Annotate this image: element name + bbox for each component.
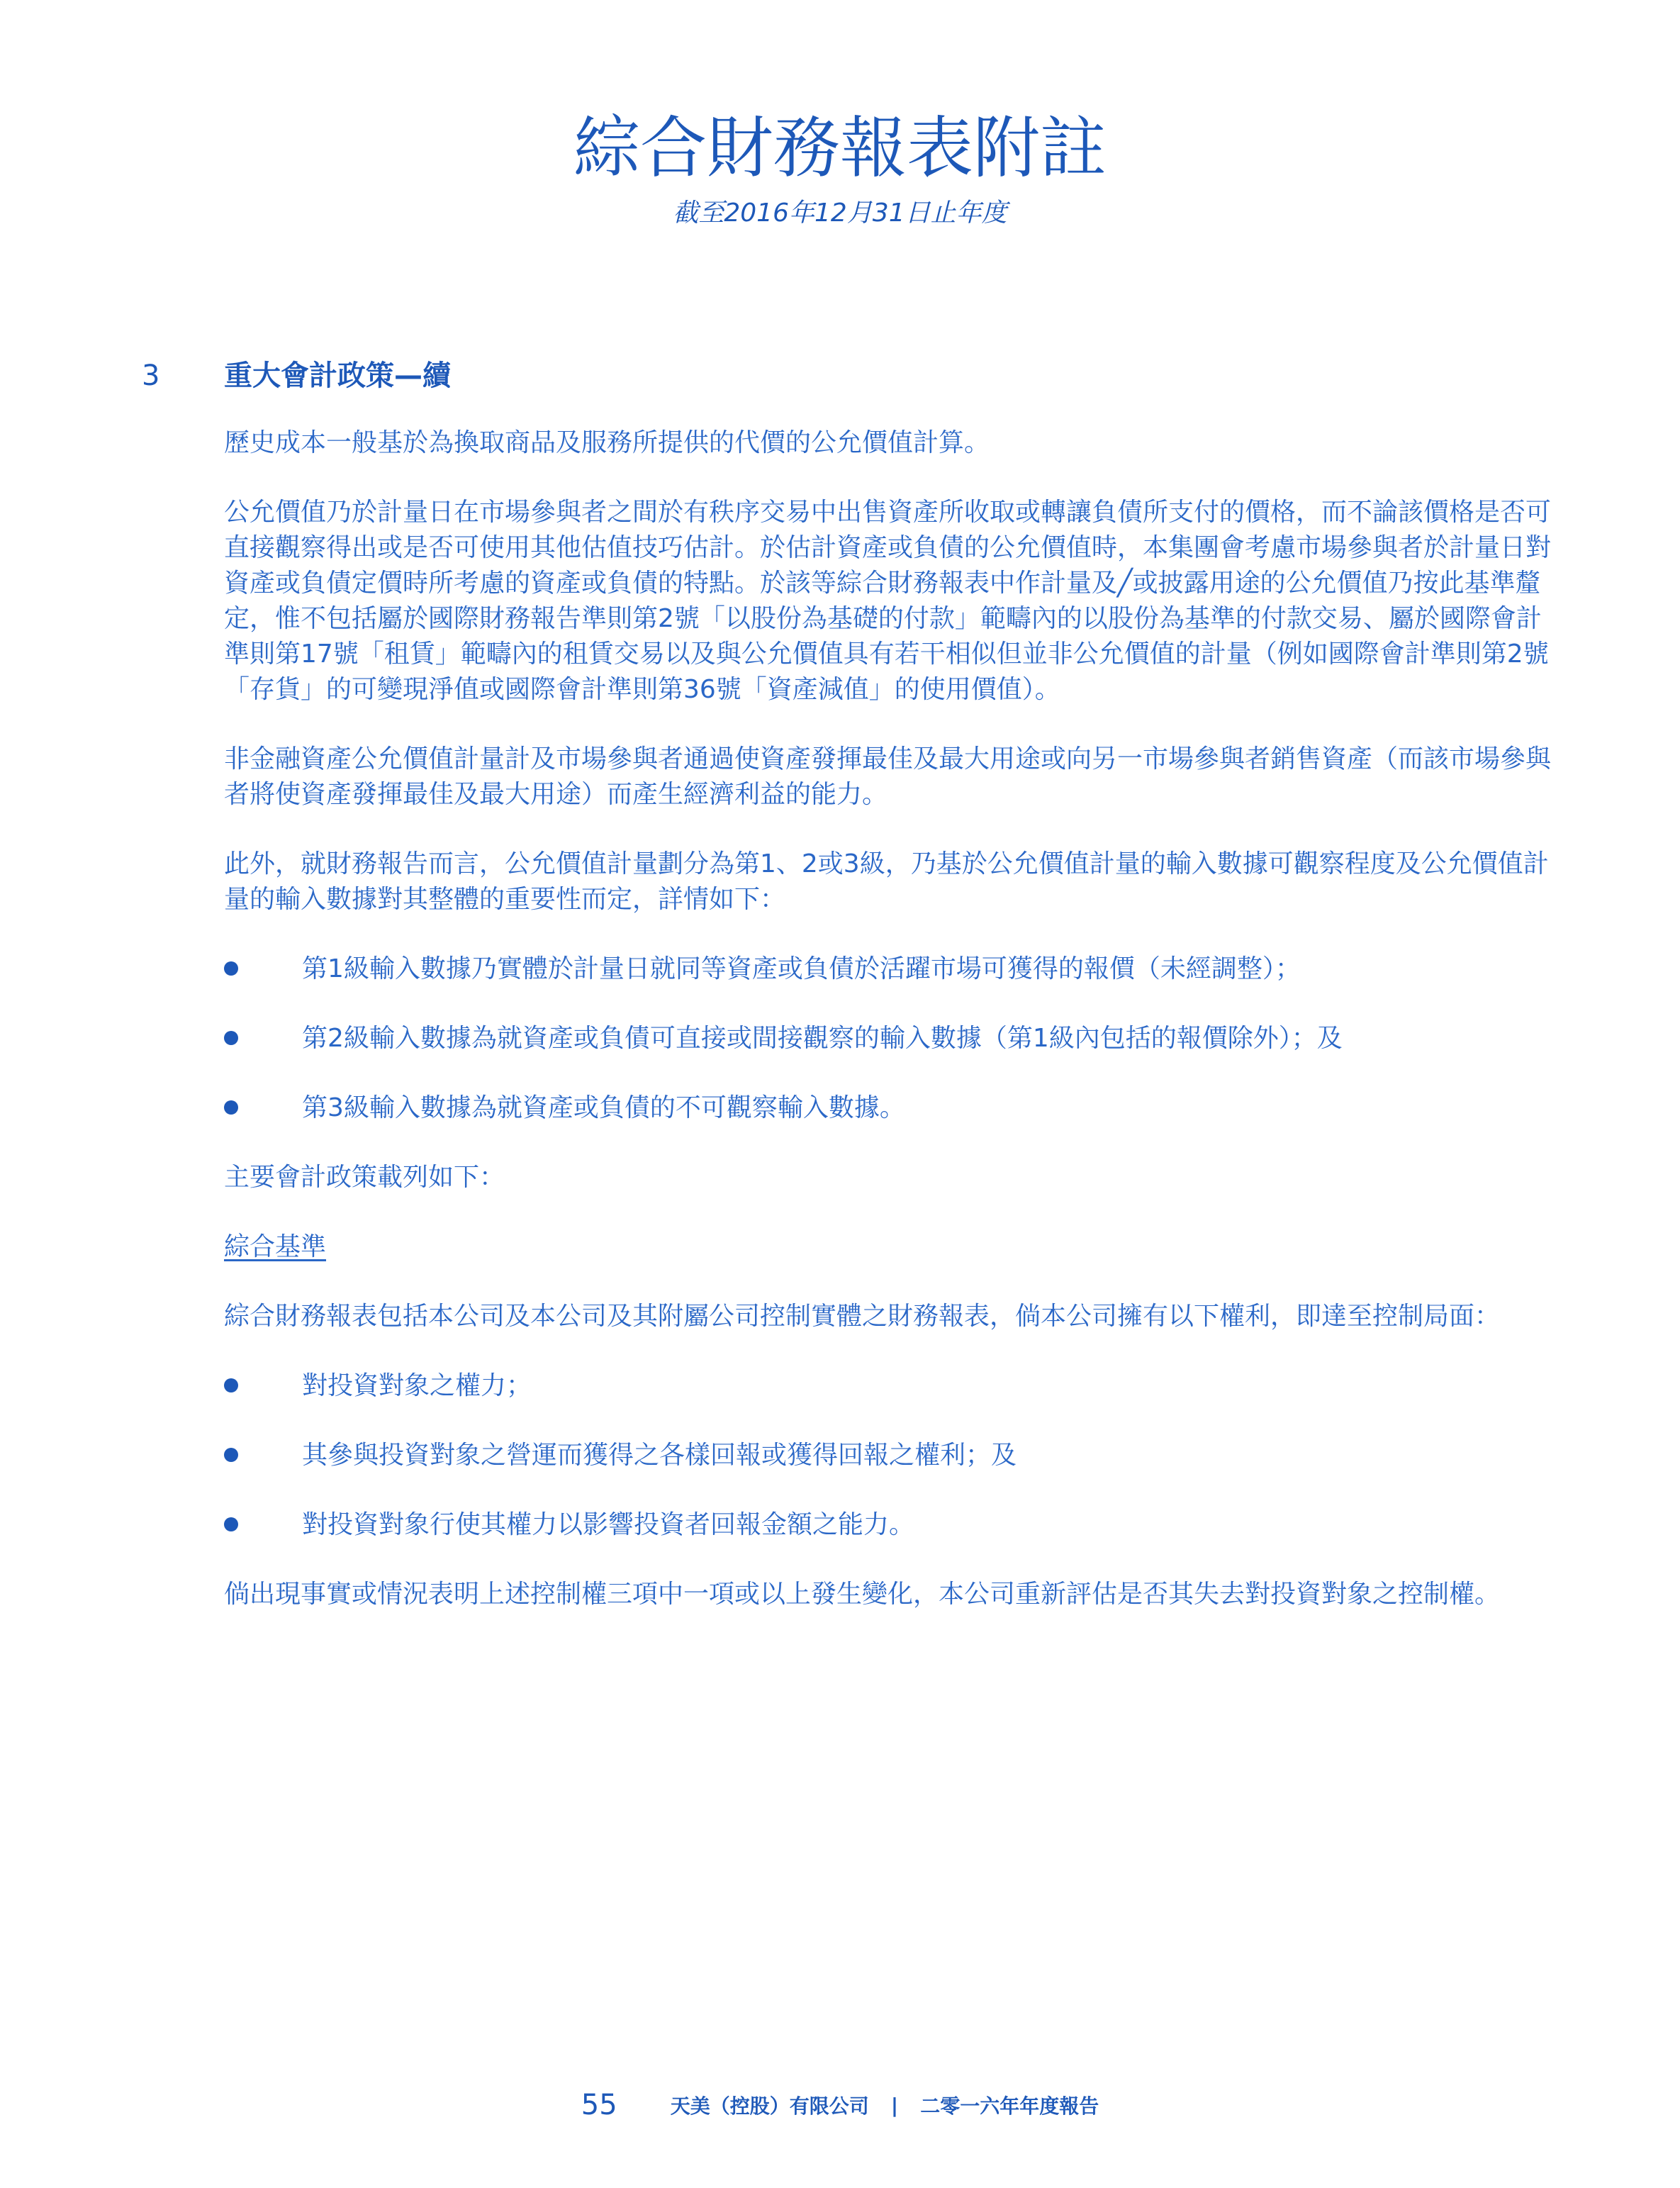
control-item-text: 其參與投資對象之營運而獲得之各樣回報或獲得回報之權利；及 xyxy=(302,1441,1017,1470)
paragraph-fair-value-levels: 此外，就財務報告而言，公允價值計量劃分為第1、2或3級，乃基於公允價值計量的輸入數據可觀察程度及公允價值計量的輸入數據對其整體的重要性而定，詳情如下： xyxy=(224,849,1549,914)
level-2-text: 第2級輸入數據為就資產或負債可直接或間接觀察的輸入數據（第1級內包括的報價除外）；及 xyxy=(302,1024,1343,1053)
page-header xyxy=(0,106,1680,231)
paragraph-consolidation: 綜合財務報表包括本公司及本公司及其附屬公司控制實體之財務報表，倘本公司擁有以下權利，即達至控制局面： xyxy=(224,1302,1501,1331)
level-1-text: 第1級輸入數據乃實體於計量日就同等資產或負債於活躍市場可獲得的報價（未經調整）； xyxy=(302,954,1301,983)
bullet-icon xyxy=(224,1378,238,1392)
page-footer xyxy=(0,2089,1680,2121)
list-item xyxy=(224,1507,1557,1543)
control-item-text: 對投資對象行使其權力以影響投資者回報金額之能力。 xyxy=(302,1510,915,1539)
page-number: 55 xyxy=(581,2089,617,2121)
section-title: 重大會計政策—續 xyxy=(224,359,451,392)
footer-company-name: 天美（控股）有限公司 xyxy=(670,2094,869,2118)
page-title: 綜合財務報表附註 xyxy=(573,110,1107,187)
list-item xyxy=(224,1090,1557,1126)
list-item xyxy=(224,1021,1557,1056)
list-item xyxy=(224,1438,1557,1473)
paragraph-historical-cost: 歷史成本一般基於為換取商品及服務所提供的代價的公允價值計算。 xyxy=(224,428,990,457)
paragraph-fair-value: 公允價值乃於計量日在市場參與者之間於有秩序交易中出售資產所收取或轉讓負債所支付的價格，而不論該價格是否可直接觀察得出或是否可使用其他估值技巧估計。於估計資產或負債的公允價值時，本集團會考慮市場參與者於計量日對資產或負債定價時所考慮的資產或負債的特點。於該等綜合財務報表中作計量及╱或披露用途的公允價值乃按此基準釐定，惟不包括屬於國際財務報告準則第2號「以股份為基礎的付款」範疇內的以股份為基準的付款交易、屬於國際會計準則第17號「租賃」範疇內的租賃交易以及與公允價值具有若干相似但並非公允價值的計量（例如國際會計準則第2號「存貨」的可變現淨值或國際會計準則第36號「資產減值」的使用價值）。 xyxy=(224,498,1552,704)
list-item xyxy=(224,951,1557,987)
paragraph-reassessment: 倘出現事實或情況表明上述控制權三項中一項或以上發生變化，本公司重新評估是否其失去對投資對象之控制權。 xyxy=(224,1580,1501,1609)
list-item xyxy=(224,1368,1557,1404)
subheading-basis-of-consolidation: 綜合基準 xyxy=(224,1232,327,1261)
bullet-icon xyxy=(224,1448,238,1462)
bullet-icon xyxy=(224,961,238,976)
footer-report-title: 二零一六年年度報告 xyxy=(920,2094,1099,2118)
body-content xyxy=(224,425,1557,1646)
footer-separator: | xyxy=(890,2093,899,2117)
control-item-text: 對投資對象之權力； xyxy=(302,1371,532,1400)
page-subtitle: 截至2016年12月31日止年度 xyxy=(673,199,1007,228)
section-heading xyxy=(142,357,1559,394)
section-number: 3 xyxy=(142,359,160,392)
level-3-text: 第3級輸入數據為就資產或負債的不可觀察輸入數據。 xyxy=(302,1093,905,1122)
bullet-icon xyxy=(224,1517,238,1531)
bullet-icon xyxy=(224,1031,238,1045)
bullet-icon xyxy=(224,1100,238,1115)
paragraph-policies-intro: 主要會計政策載列如下： xyxy=(224,1163,505,1192)
paragraph-non-financial-assets: 非金融資產公允價值計量計及市場參與者通過使資產發揮最佳及最大用途或向另一市場參與者銷售資產（而該市場參與者將使資產發揮最佳及最大用途）而產生經濟利益的能力。 xyxy=(224,744,1552,809)
